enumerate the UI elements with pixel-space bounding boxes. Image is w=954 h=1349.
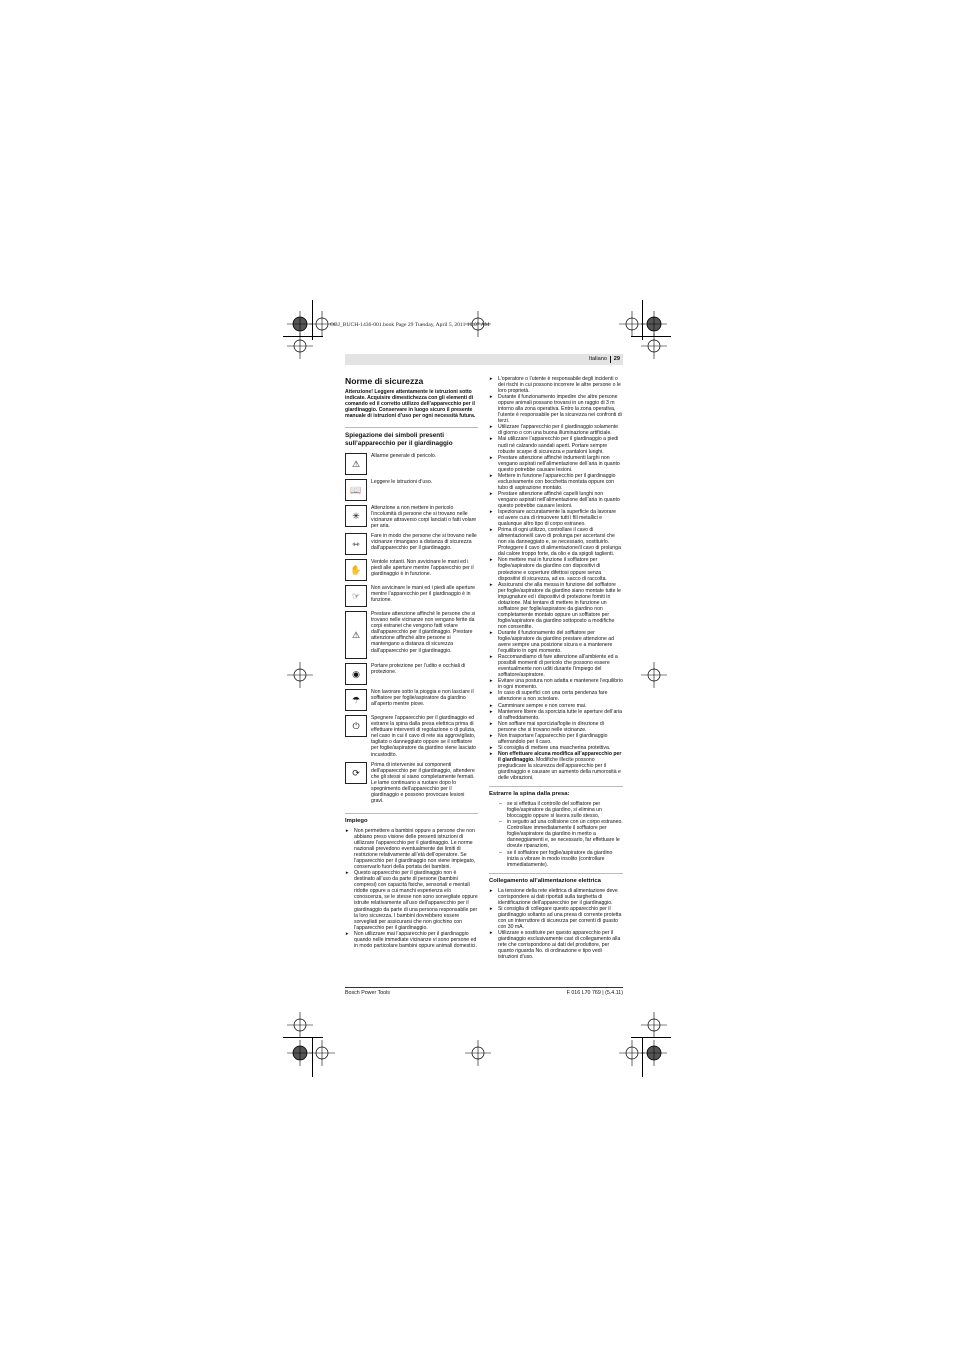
list-item: ► Non soffiare mai sporcizia/foglie in direzione di persone che si trovano nelle vicinanze.: [489, 721, 623, 733]
footer-right: F 016 L70 769 | (5.4.11): [566, 990, 623, 996]
list-item: ► Si consiglia di mettere una mascherina protettiva.: [489, 745, 623, 751]
list-item: ► Utilizzare e sostituire per questo apparecchio per il giardinaggio esclusivamente cavi di collegamento alla rete che corrispondono ai dati del produttore, per quanto riguarda No. di ordinazione e tipo vedi istruzioni d’uso.: [489, 930, 623, 960]
list-item: ► Mettere in funzione l’apparecchio per il giardinaggio esclusivamente con bocchetta montata oppure con tubo di aspirazione montato.: [489, 473, 623, 491]
crop-mark: [631, 336, 671, 337]
registration-mark: [465, 1040, 491, 1066]
safety-list: [489, 376, 623, 751]
divider: [489, 873, 623, 874]
list-item: ► Utilizzare l’apparecchio per il giardinaggio solamente di giorno o con una buona illuminazione artificiale.: [489, 424, 623, 436]
crop-mark: [312, 300, 313, 340]
plug-list: [489, 801, 623, 868]
section-title: Norme di sicurezza: [345, 376, 424, 386]
header-separator: [610, 356, 611, 363]
list-item: ► Non mettere mai in funzione il soffiatore per foglie/aspiratore da giardino con dispositivi di protezione e coperture difettosi oppure senza dispositivi di sicurezza, ad es. sacco di raccolta.: [489, 557, 623, 581]
keep-hands-away-icon: ☞: [345, 585, 367, 607]
crop-mark: [631, 1037, 671, 1038]
symbol-row: [345, 453, 478, 475]
symbol-text: Ventole rotanti. Non avvicinare le mani ed i piedi alle aperture mentre l’apparecchio per il giardinaggio è in funzione.: [371, 559, 474, 578]
left-column: [345, 376, 478, 949]
unplug-icon: ⏻: [345, 715, 367, 737]
flying-debris-icon: ✳: [345, 505, 367, 527]
header-page-number: 29: [613, 356, 620, 362]
list-item: ► Durante il funzionamento impedire che altre persone oppure animali possano trovarsi in un raggio di 3 m intorno alla zona operativa. Entro la zona operativa, l’utente è responsabile per la sicurezza nei confronti di terzi.: [489, 394, 623, 424]
symbol-row: [345, 611, 478, 659]
usage-title: Impiego: [345, 817, 368, 824]
symbol-row: [345, 689, 478, 711]
footer-rule: [345, 987, 623, 988]
list-item: – in seguito ad una collisione con un corpo estraneo. Controllare immediatamente il soffiatore per foglie/aspiratore da giardino in merito a danneggiamenti e, se necessario, far effettuare le dovute riparazioni,: [499, 819, 623, 849]
warning-triangle-icon: ⚠: [345, 453, 367, 475]
list-item: ► In caso di superfici con una certa pendenza fare attenzione a non scivolare.: [489, 690, 623, 702]
symbol-text: Allarme generale di pericolo.: [371, 453, 437, 460]
list-item: ► Camminare sempre e non correre mai.: [489, 703, 623, 709]
crop-mark: [283, 1037, 323, 1038]
crop-mark: [642, 1037, 643, 1077]
symbol-text: Non avvicinare le mani ed i piedi alle aperture mentre l’apparecchio per il giardinaggio è in funzione.: [371, 585, 476, 604]
symbol-row: [345, 559, 478, 581]
symbols-list: [345, 453, 478, 804]
symbol-text: Fare in modo che persone che si trovano nelle vicinanze rimangano a distanza di sicurezza dall’apparecchio per il giardinaggio.: [371, 533, 477, 552]
symbol-text: Prestare attenzione affinché le persone che si trovano nelle vicinanze non vengano ferite da corpi estranei che vengono fatti volare dall’apparecchio per il giardinaggio. Prestare attenzione affinché altre persone si mantengano a distanza di sicurezza dall’apparecchio per il giardinaggio.: [371, 611, 476, 654]
symbol-text: Non lavorare sotto la pioggia e non lasciare il soffiatore per foglie/aspiratore da giardino all’aperto mentre piove.: [371, 689, 474, 708]
manual-book-icon: 📖: [345, 479, 367, 501]
list-item: ► Questo apparecchio per il giardinaggio non è destinato all’uso da parte di persone (bambini compresi) con capacità fisiche, sensoriali e mentali ridotte oppure a cui manchi esperienza e/o conoscenza, se le stesse non sono sorvegliate oppure istruite relativamente all’uso dell’apparecchio per il giardinaggio da parte di una persona responsabile per la loro sicurezza. I bambini dovrebbero essere sorvegliati per assicurarsi che non giochino con l’apparecchio per il giardinaggio.: [345, 870, 478, 930]
list-item: ► Raccomandiamo di fare attenzione all’ambiente ed a possibili momenti di pericolo che possono essere eventualmente non uditi durante l’impiego del soffiatore/aspiratore.: [489, 654, 623, 678]
divider: [345, 813, 478, 814]
right-column: [489, 376, 623, 960]
usage-list: [345, 828, 478, 949]
list-item: ► Ispezionare accuratamente la superficie da lavorare ed avere cura di rimuovere tutti i fili metallici e qualunque altro tipo di corpo estraneo.: [489, 509, 623, 527]
list-item: ► Si consiglia di collegare questo apparecchio per il giardinaggio soltanto ad una presa di corrente protetta con un interruttore di sicurezza per correnti di guasto con 30 mA.: [489, 906, 623, 930]
divider: [345, 427, 478, 428]
print-slug: OBJ_BUCH-1436-001.book Page 29 Tuesday, April 5, 2011 10:07 AM: [330, 322, 490, 328]
bystanders-distance-icon: ⇿: [345, 533, 367, 555]
list-item: ► Durante il funzionamento del soffiatore per foglie/aspiratore da giardino prestare attenzione ad avere sempre una posizione sicura e a mantenere l’equilibrio in ogni momento.: [489, 630, 623, 654]
list-item: ► Prima di ogni utilizzo, controllare il cavo di alimentazione/il cavo di prolunga per accertarsi che non sia danneggiato e, se necessario, sostituirlo. Proteggere il cavo di alimentazione/il cavo di prolunga dal calore troppo forte, da olio e da spigoli taglienti.: [489, 527, 623, 557]
list-item: ► La tensione della rete elettrica di alimentazione deve corrispondere ai dati riportati sulla targhetta di identificazione dell’apparecchio per il giardinaggio.: [489, 888, 623, 906]
no-rain-icon: ☂: [345, 689, 367, 711]
list-item: ► Non permettere a bambini oppure a persone che non abbiano preso visione delle presenti istruzioni di utilizzare l’apparecchio per il giardinaggio. Le norme nazionali prevedono eventualmente dei limiti di restrizione relativamente all’età dell’operatore. Se l’apparecchio per il giardinaggio non viene impiegato, conservarlo fuori della portata dei bambini.: [345, 828, 478, 870]
rotating-fan-icon: ✋: [345, 559, 367, 581]
hair-clothing-icon: ⚠: [345, 611, 367, 659]
plug-title: Estrarre la spina dalla presa:: [489, 791, 570, 798]
list-item: ► Prestare attenzione affinché capelli lunghi non vengano aspirati nell’alimentazione dell’aria in quanto questo potrebbe causare lesioni.: [489, 491, 623, 509]
registration-mark: [287, 662, 313, 688]
list-item: – se il soffiatore per foglie/aspiratore da giardino inizia a vibrare in modo insolito (controllare immediatamente).: [499, 850, 623, 868]
modification-text: Modifiche illecite possono pregiudicare la sicurezza dell’apparecchio per il giardinaggio e causare un aumento della rumorosità e delle vibrazioni.: [498, 756, 621, 782]
list-item: ► Assicurarsi che alla messa in funzione del soffiatore per foglie/aspiratore da giardino siano montate tutte le impugnature ed i dispositivi di protezione forniti in dotazione. Mai tentare di mettere in funzione un soffiatore per foglie/aspiratore da giardino non completamente montato oppure un soffiatore per foglie/aspiratore da giardino sottoposto a modifiche non consentite.: [489, 582, 623, 630]
wait-stop-icon: ⟳: [345, 762, 367, 784]
crop-mark: [312, 1037, 313, 1077]
symbol-row: [345, 715, 478, 757]
list-item: [489, 751, 623, 781]
power-title: Collegamento all’alimentazione elettrica: [489, 877, 601, 884]
crop-mark: [283, 336, 323, 337]
intro-warning: Attenzione! Leggere attentamente le istruzioni sotto indicate. Acquisire dimestichezza con gli elementi di comando ed il corretto utilizzo dell’apparecchio per il giardinaggio. Conservare in luogo sicuro il presente manuale di istruzioni d’uso per ogni necessità futura.: [345, 389, 476, 420]
list-item: ► Mantenere libere da sporcizia tutte le aperture dell’aria di raffreddamento.: [489, 709, 623, 721]
symbols-title: Spiegazione dei simboli presenti sull’apparecchio per il giardinaggio: [345, 432, 453, 447]
list-item: ► Non utilizzare mai l’apparecchio per il giardinaggio quando nelle immediate vicinanze vi sono persone ed in modo particolare bambini oppure animali domestici.: [345, 931, 478, 949]
list-item: – se si effettua il controllo del soffiatore per foglie/aspiratore da giardino, si elimina un bloccaggio oppure si lavora sullo stesso,: [499, 801, 623, 819]
modification-bold: Non effettuare alcuna modifica all’apparecchio per il giardinaggio.: [498, 750, 622, 763]
registration-mark: [641, 662, 667, 688]
symbol-row: [345, 479, 478, 501]
symbol-text: Leggere le istruzioni d’uso.: [371, 479, 433, 486]
symbol-text: Portare protezione per l’udito e occhiali di protezione.: [371, 663, 466, 676]
crop-mark: [642, 300, 643, 340]
power-list: [489, 888, 623, 961]
header-language: Italiano: [588, 356, 607, 362]
list-item: ► Evitare una postura non adatta e mantenere l’equilibrio in ogni momento.: [489, 678, 623, 690]
page-header-bar: [345, 354, 623, 365]
symbol-row: [345, 663, 478, 685]
list-item: ► Non trasportare l’apparecchio per il giardinaggio afferrandolo per il cavo.: [489, 733, 623, 745]
registration-mark: [287, 1012, 313, 1038]
symbol-text: Attenzione a non mettere in pericolo l’incolumità di persone che si trovano nelle vicinanze attraverso corpi lanciati o fatti volare per aria.: [371, 505, 477, 530]
list-item: ► L’operatore o l’utente è responsabile degli incidenti o dei rischi in cui possono incorrere le altre persone o le loro proprietà.: [489, 376, 623, 394]
list-item: ► Mai utilizzare l’apparecchio per il giardinaggio a piedi nudi né calzando sandali aperti. Portare sempre robuste scarpe di sicurezza e pantaloni lunghi.: [489, 436, 623, 454]
symbol-text: Prima di intervenire sui componenti dell’apparecchio per il giardinaggio, attendere che gli stessi si siano completamente fermati. Le lame continuano a ruotare dopo lo spegnimento dell’apparecchio per il giardinaggio e possono provocare lesioni gravi.: [371, 761, 475, 804]
symbol-row: [345, 505, 478, 529]
divider: [489, 786, 623, 787]
footer-left: Bosch Power Tools: [345, 990, 390, 996]
list-item: ► Prestare attenzione affinché indumenti larghi non vengano aspirati nell’alimentazione dell’aria in quanto questo potrebbe causare lesioni.: [489, 455, 623, 473]
symbol-row: [345, 585, 478, 607]
symbol-row: [345, 762, 478, 804]
registration-mark: [641, 1012, 667, 1038]
ear-eye-protection-icon: ◉: [345, 663, 367, 685]
symbol-row: [345, 533, 478, 555]
symbol-text: Spegnere l’apparecchio per il giardinaggio ed estrarre la spina dalla presa elettrica prima di effettuare interventi di regolazione o di pulizia, nel caso in cui il cavo di rete sia aggrovigliato, tagliato o danneggiato oppure se il soffiatore per foglie/aspiratore da giardino viene lasciato incustodito.: [371, 715, 476, 758]
